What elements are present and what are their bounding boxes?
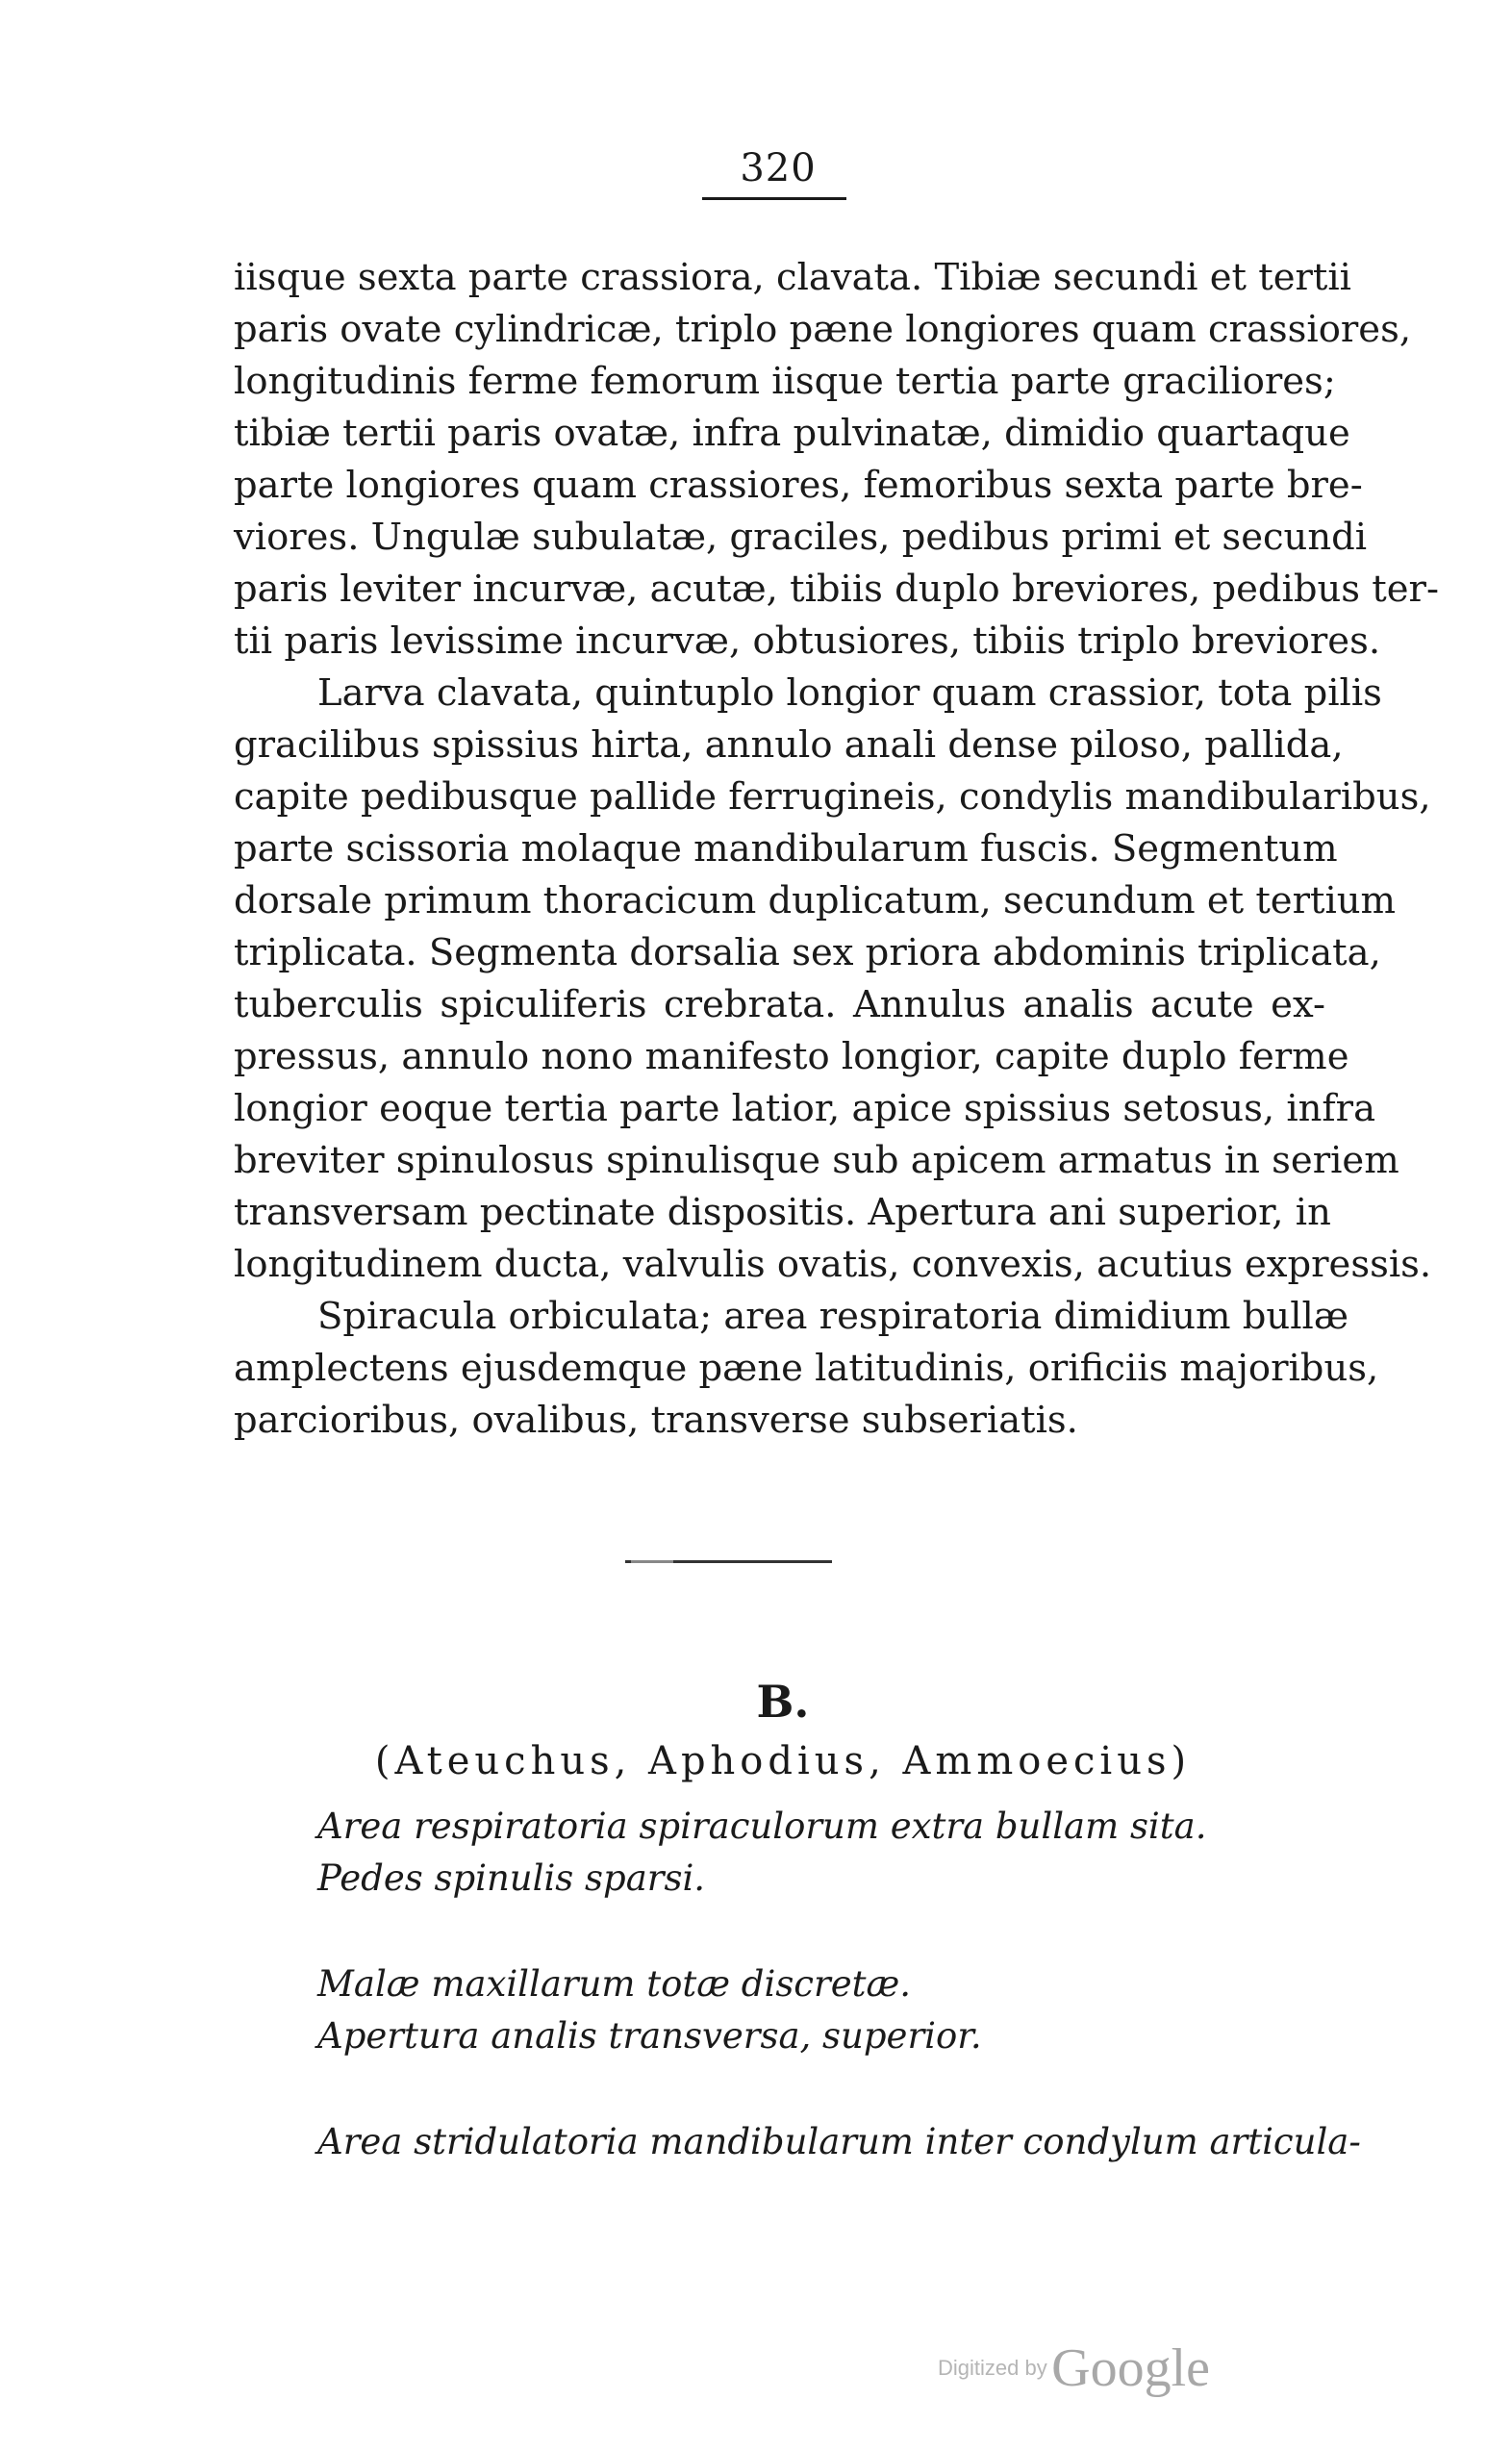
text-line: iisque sexta parte crassiora, clavata. Tibiæ secundi et tertii — [234, 256, 1351, 299]
text-line: tii paris levissime incurvæ, obtusiores, tibiis triplo breviores. — [234, 619, 1381, 663]
text-line: longitudinis ferme femorum iisque tertia parte graciliores; — [234, 360, 1336, 403]
key-block — [317, 1801, 1206, 1905]
text-line: viores. Ungulæ subulatæ, graciles, pedibus primi et secundi — [234, 516, 1368, 559]
text-line: triplicata. Segmenta dorsalia sex priora abdominis triplicata, — [234, 931, 1381, 974]
text-line: amplectens ejusdemque pæne latitudinis, orificiis majoribus, — [234, 1347, 1379, 1390]
key-line: Area respiratoria spiraculorum extra bullam sita. — [317, 1806, 1207, 1847]
text-line: Larva clavata, quintuplo longior quam crassior, tota pilis — [317, 671, 1382, 715]
digitized-watermark — [938, 2337, 1210, 2399]
key-line: Area stridulatoria mandibularum inter condylum articula- — [317, 2121, 1361, 2162]
text-line: breviter spinulosus spinulisque sub apicem armatus in seriem — [234, 1139, 1399, 1182]
body-text — [234, 252, 1439, 1447]
text-line: parcioribus, ovalibus, transverse subseriatis. — [234, 1399, 1078, 1442]
text-line: tibiæ tertii paris ovatæ, infra pulvinatæ, dimidio quartaque — [234, 412, 1350, 455]
text-line: longior eoque tertia parte latior, apice spissius setosus, infra — [234, 1087, 1376, 1130]
text-line: gracilibus spissius hirta, annulo anali dense piloso, pallida, — [234, 723, 1344, 767]
text-line: parte scissoria molaque mandibularum fuscis. Segmentum — [234, 827, 1338, 871]
key-line: Pedes spinulis sparsi. — [317, 1857, 706, 1899]
key-block — [317, 2116, 1361, 2168]
text-line: parte longiores quam crassiores, femoribus sexta parte bre- — [234, 464, 1363, 507]
text-line: tuberculis spiculiferis crebrata. Annulus analis acute ex- — [234, 983, 1325, 1026]
key-line: Malæ maxillarum totæ discretæ. — [317, 1963, 912, 2005]
section-genera: (Ateuchus, Aphodius, Ammoecius) — [374, 1739, 1192, 1783]
page-number-underline — [702, 197, 846, 200]
section-separator-faint — [631, 1560, 673, 1563]
text-line: transversam pectinate dispositis. Apertura ani superior, in — [234, 1191, 1331, 1234]
text-line: dorsale primum thoracicum duplicatum, secundum et tertium — [234, 879, 1397, 922]
section-heading: B. — [756, 1676, 810, 1728]
text-line: paris ovate cylindricæ, triplo pæne longiores quam crassiores, — [234, 308, 1412, 351]
text-line: capite pedibusque pallide ferrugineis, condylis mandibularibus, — [234, 775, 1431, 819]
text-line: longitudinem ducta, valvulis ovatis, convexis, acutius expressis. — [234, 1243, 1432, 1286]
text-line: Spiracula orbiculata; area respiratoria dimidium bullæ — [317, 1295, 1349, 1338]
text-line: pressus, annulo nono manifesto longior, capite duplo ferme — [234, 1035, 1349, 1078]
text-line: paris leviter incurvæ, acutæ, tibiis duplo breviores, pedibus ter- — [234, 568, 1439, 611]
key-block — [317, 1958, 982, 2062]
watermark-prefix: Digitized by — [938, 2356, 1047, 2380]
key-line: Apertura analis transversa, superior. — [317, 2015, 982, 2057]
google-logo: Google — [1051, 2338, 1211, 2398]
page-number: 320 — [740, 146, 817, 190]
